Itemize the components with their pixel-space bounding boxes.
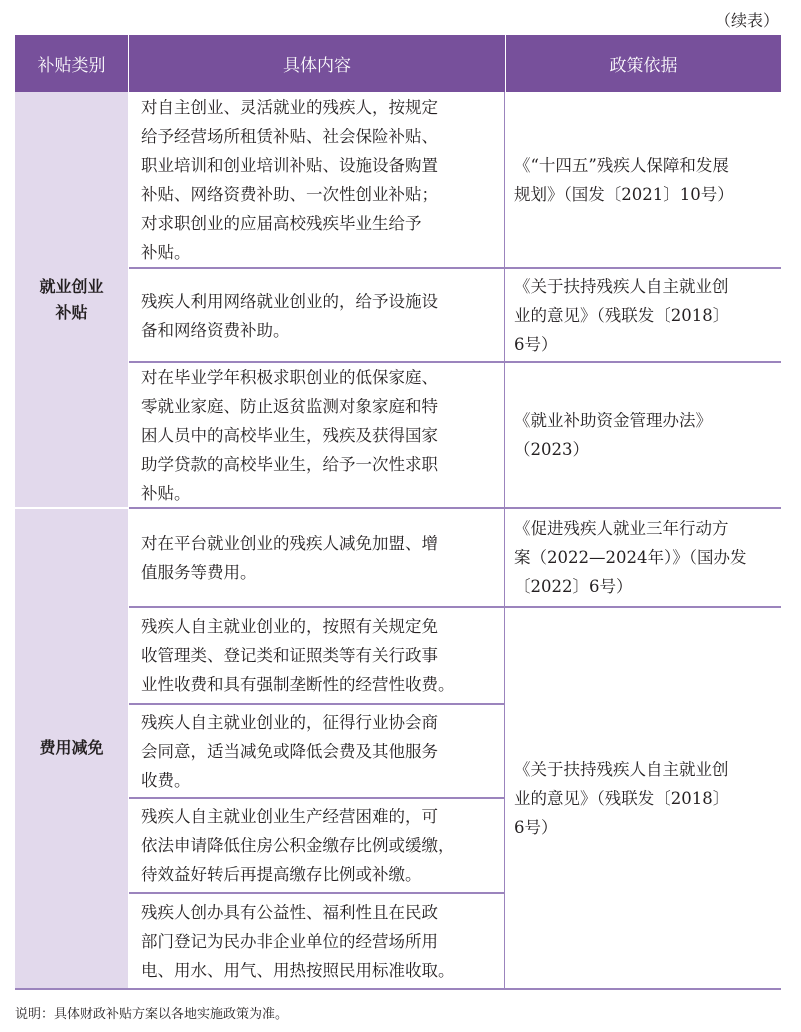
content-cell: 残疾人自主就业创业生产经营困难的，可 依法申请降低住房公积金缴存比例或缓缴， 待效益好转后再提高缴存比例或补缴。 [129, 799, 505, 892]
content-cell: 残疾人利用网络就业创业的，给予设施设 备和网络资费补助。 [129, 269, 505, 362]
policy-cell: 《“十四五”残疾人保障和发展 规划》（国发〔2021〕10号） [514, 156, 734, 204]
content-cell: 对在平台就业创业的残疾人减免加盟、增 值服务等费用。 [129, 509, 505, 606]
content-cell: 残疾人创办具有公益性、福利性且在民政 部门登记为民办非企业单位的经营场所用 电、用水、用气、用热按照民用标准收取。 [129, 894, 505, 988]
policy-cell-merged: 《关于扶持残疾人自主就业创 业的意见》（残联发〔2018〕 6号） [514, 759, 730, 837]
header-policy: 政策依据 [506, 35, 781, 92]
policy-cell: 《促进残疾人就业三年行动方 案（2022—2024年）》（国办发 〔2022〕6号） [514, 519, 747, 596]
content-cell: 对自主创业、灵活就业的残疾人，按规定 给予经营场所租赁补贴、社会保险补贴、 职业培训和创业培训补贴、设施设备购置 补贴、网络资费补助、一次性创业补贴； 对求职创业的应届高校残疾毕业生给予 补贴。 [129, 92, 505, 268]
policy-cell: 《关于扶持残疾人自主就业创 业的意见》（残联发〔2018〕 6号） [514, 277, 730, 354]
policy-cell: 《就业补助资金管理办法》 （2023） [514, 411, 712, 459]
content-cell: 对在毕业学年积极求职创业的低保家庭、 零就业家庭、防止返贫监测对象家庭和特 困人员中的高校毕业生，残疾及获得国家 助学贷款的高校毕业生，给予一次性求职 补贴。 [129, 363, 505, 507]
category-employment-subsidy: 就业创业 补贴 [15, 92, 128, 507]
footnote: 说明：具体财政补贴方案以各地实施政策为准。 [15, 1007, 289, 1022]
content-cell: 残疾人自主就业创业的，按照有关规定免 收管理类、登记类和证照类等有关行政事 业性收费和具有强制垄断性的经营性收费。 [129, 608, 505, 703]
category-fee-reduction: 费用减免 [15, 508, 128, 988]
continued-label: （续表） [714, 11, 779, 30]
table-bottom-border [15, 988, 781, 990]
header-content: 具体内容 [129, 35, 506, 92]
content-cell: 残疾人自主就业创业的，征得行业协会商 会同意，适当减免或降低会费及其他服务 收费。 [129, 705, 505, 797]
header-category: 补贴类别 [15, 35, 129, 92]
